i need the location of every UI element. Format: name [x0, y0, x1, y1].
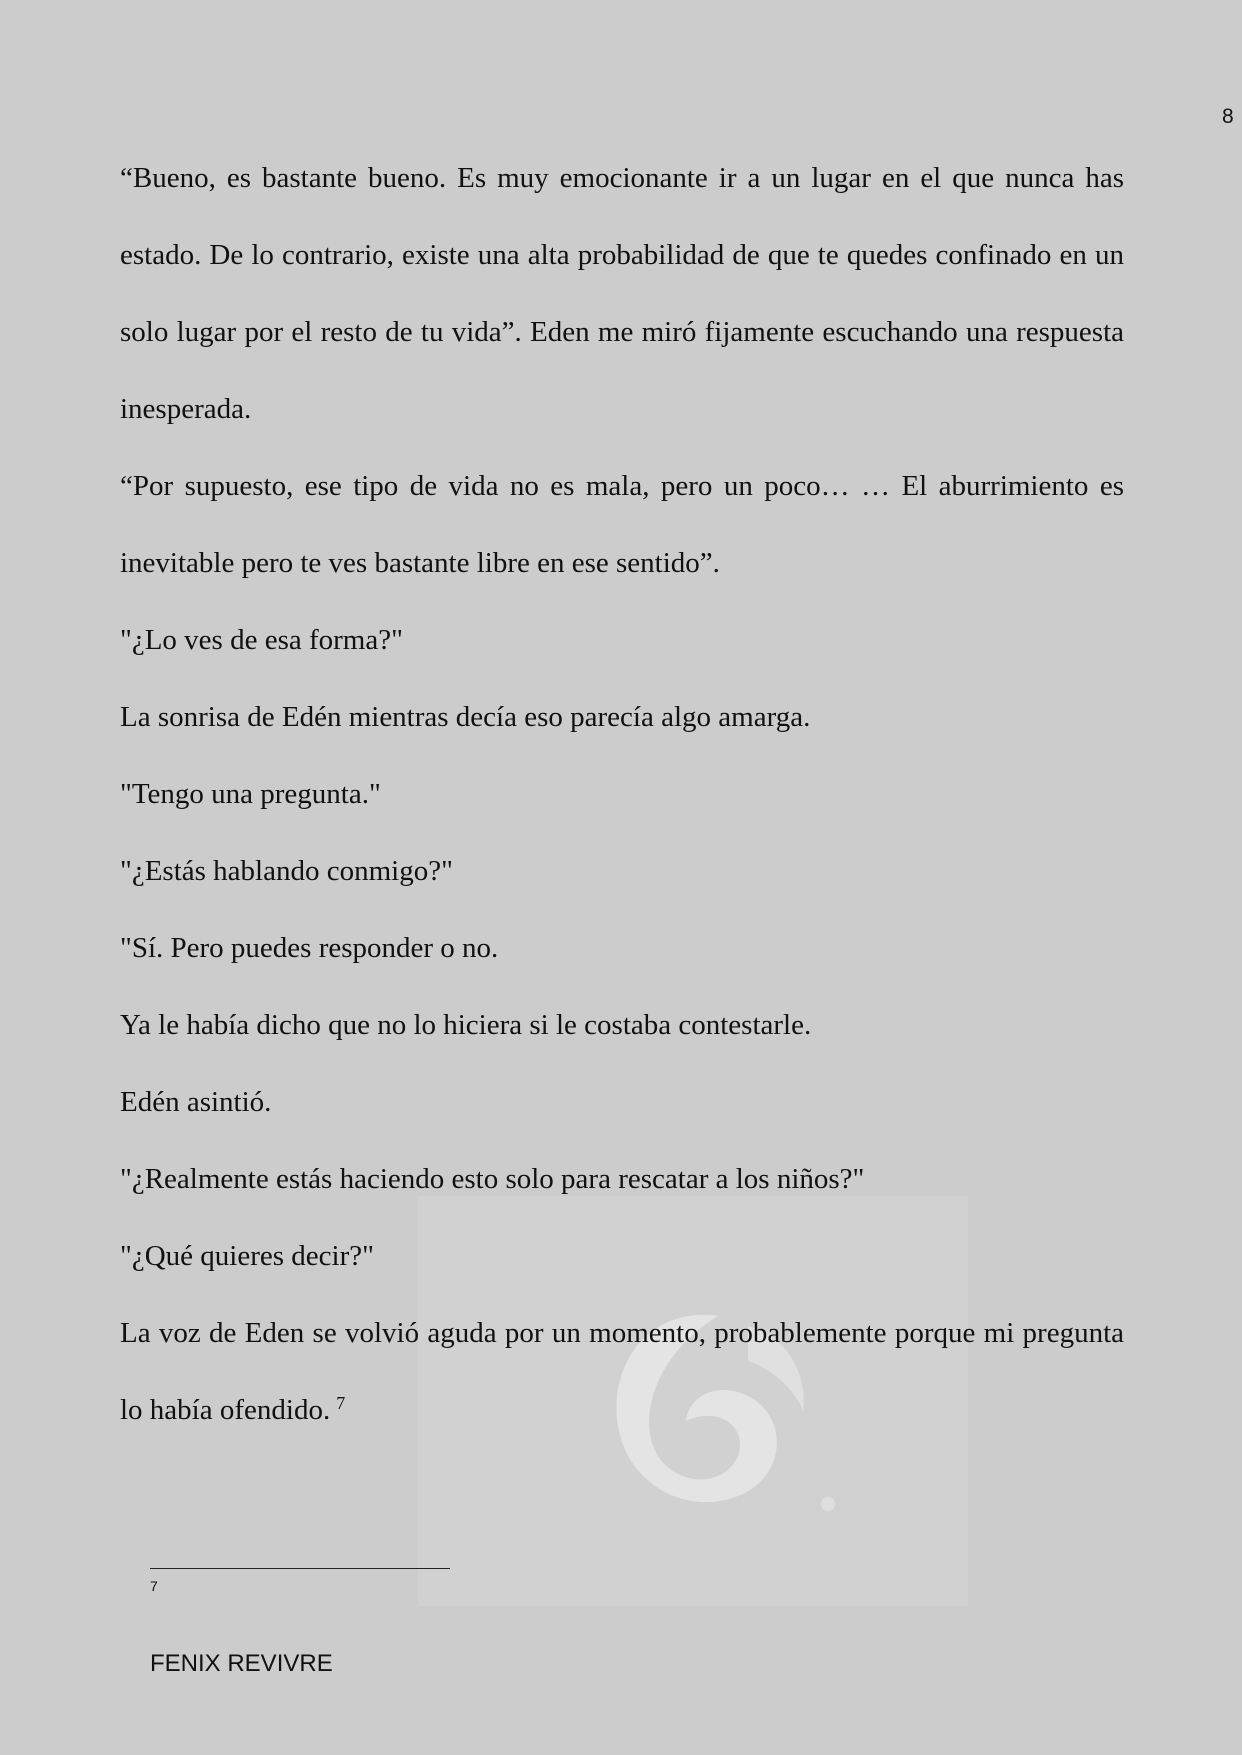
footnote-reference[interactable]: 7	[336, 1393, 346, 1413]
paragraph: "¿Estás hablando conmigo?"	[120, 855, 453, 887]
paragraph: "Sí. Pero puedes responder o no.	[120, 932, 499, 964]
paragraph-text: La voz de Eden se volvió aguda por un momento, probablemente porque mi pregunta lo había ofendido.	[120, 1317, 1124, 1426]
footnote-number: 7	[150, 1578, 158, 1594]
paragraph: "¿Realmente estás haciendo esto solo para rescatar a los niños?"	[120, 1163, 865, 1195]
paragraph: “Por supuesto, ese tipo de vida no es mala, pero un poco… … El aburrimiento es inevitable pero te ves bastante libre en ese sentido”.	[120, 470, 1124, 579]
paragraph: “Bueno, es bastante bueno. Es muy emocionante ir a un lugar en el que nunca has estado. De lo contrario, existe una alta probabilidad de que te quedes confinado en un solo lugar por el resto de tu vida”. Eden me miró fijamente escuchando una respuesta inesperada.	[120, 162, 1124, 425]
paragraph: Ya le había dicho que no lo hiciera si le costaba contestarle.	[120, 1009, 812, 1041]
footer-text: FENIX REVIVRE	[150, 1650, 333, 1677]
paragraph: La sonrisa de Edén mientras decía eso parecía algo amarga.	[120, 701, 811, 733]
paragraph: "Tengo una pregunta."	[120, 778, 381, 810]
paragraph: "¿Qué quieres decir?"	[120, 1240, 374, 1272]
footnote-separator	[150, 1568, 450, 1569]
paragraph-with-footnote	[120, 1295, 1124, 1449]
paragraph: "¿Lo ves de esa forma?"	[120, 624, 403, 656]
page-number: 8	[1222, 105, 1234, 128]
body-text	[120, 140, 1124, 1449]
paragraph: Edén asintió.	[120, 1086, 272, 1118]
